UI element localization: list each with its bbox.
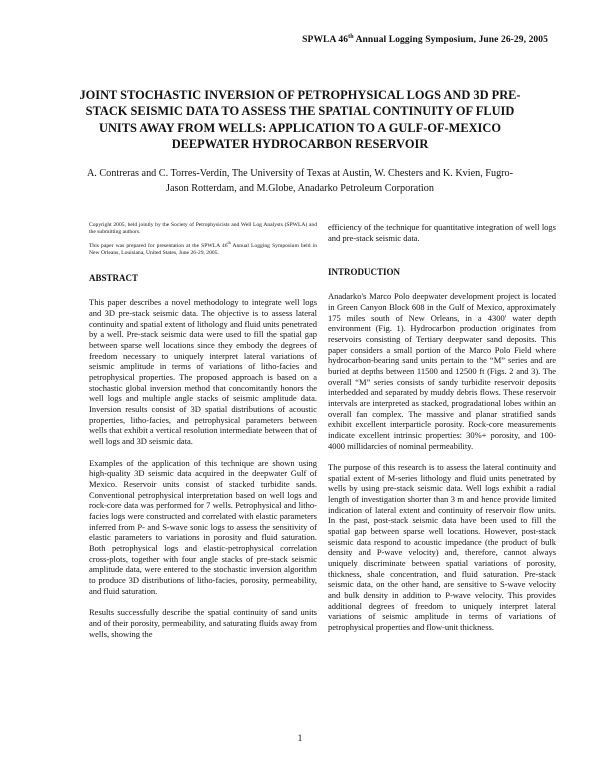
abstract-paragraph-2: Examples of the application of this technique are shown using high-quality 3D seismic data acquired in the deepwater Gulf of Mexico. Reservoir units consist of stacked turbidite sands. Conventional petrophysical interpretation based on well logs and rock-core data was performed for 7 wells. Petrophysical and litho-facies logs were constructed and correlated with elastic parameters inferred from P- and S-wave sonic logs to assess the sensitivity of elastic parameters to variations in porosity and fluid saturation. Both petrophysical logs and elastic-petrophysical correlation cross-plots, together with four angle stacks of pre-stack seismic amplitude data, were entered to the stochastic inversion algorithm to produce 3D distributions of litho-facies, porosity, permeability, and fluid saturation. — [89, 457, 317, 596]
author-list: A. Contreras and C. Torres-Verdín, The University of Texas at Austin, W. Chesters and K. Kvien, Fugro-Jason Rotterdam, and M.Globe, Anadarko Petroleum Corporation — [86, 168, 514, 194]
presentation-prefix: This paper was prepared for presentation at the SPWLA 46 — [89, 242, 228, 249]
copyright-notice: Copyright 2005, held jointly by the Society of Petrophysicists and Well Log Analysts (SPWLA) and the submitting authors. — [89, 222, 317, 236]
abstract-heading: ABSTRACT — [89, 273, 139, 284]
header-suffix: Annual Logging Symposium, June 26-29, 2005 — [353, 35, 548, 46]
abstract-paragraph-3: Results successfully describe the spatial continuity of sand units and of their porosity, permeability, and saturating fluids away from wells, showing the — [89, 607, 317, 639]
running-header — [302, 34, 548, 45]
presentation-superscript: th — [227, 239, 231, 245]
abstract-paragraph-1: This paper describes a novel methodology to integrate well logs and 3D pre-stack seismic data. The objective is to assess lateral continuity and spatial extent of lithology and fluid units penetrated by a well. Pre-stack seismic data were used to fill the spatial gap between sparse well locations since they embody the degrees of freedom necessary to uniquely interpret lateral variations of seismic amplitude in terms of variations of litho-facies and petrophysical properties. The proposed approach is based on a stochastic global inversion method that concomitantly honors the well logs and multiple angle stacks of seismic amplitude data. Inversion results consist of 3D spatial distributions of acoustic properties, litho-facies, and petrophysical parameters between wells that exhibit a vertical resolution intermediate between that of well logs and 3D seismic data. — [89, 297, 317, 447]
presentation-suffix: Annual Logging Symposium held in New Orleans, Louisiana, United States, June 26-29, 2005. — [89, 242, 317, 257]
introduction-paragraph-1: Anadarko's Marco Polo deepwater development project is located in Green Canyon Block 608 in the Gulf of Mexico, approximately 175 miles south of New Orleans, in a 4300' water depth environment (Fig. 1). Hydrocarbon production originates from reservoirs consisting of Tertiary deepwater sand deposits. This paper considers a small portion of the Marco Polo Field where hydrocarbon-bearing sand units pertain to the “M” series and are buried at depths between 11500 and 12500 ft (Figs. 2 and 3). The overall “M” series consists of sandy turbidite reservoir deposits interbedded and separated by muddy debris flows. These reservoir intervals are interpreted as stacked, progradational lobes within an overall fan complex. The massive and planar stratified sands exhibit excellent interparticle porosity. Rock-core measurements indicate excellent intrinsic properties: 30%+ porosity, and 100-4000 millidarcies of nominal permeability. — [328, 291, 556, 451]
header-prefix: SPWLA 46 — [302, 35, 349, 46]
left-column — [89, 222, 317, 639]
introduction-heading: INTRODUCTION — [328, 267, 401, 278]
page-number: 1 — [297, 734, 303, 744]
right-column — [328, 222, 556, 633]
paper-title: JOINT STOCHASTIC INVERSION OF PETROPHYSICAL LOGS AND 3D PRE-STACK SEISMIC DATA TO ASSESS THE SPATIAL CONTINUITY OF FLUID UNITS AWAY FROM WELLS: APPLICATION TO A GULF-OF-MEXICO DEEPWATER HYDROCARBON RESERVOIR — [79, 88, 521, 152]
header-superscript: th — [348, 34, 354, 40]
presentation-notice — [89, 239, 317, 258]
abstract-continuation: efficiency of the technique for quantitative integration of well logs and pre-stack seismic data. — [328, 222, 556, 243]
introduction-paragraph-2: The purpose of this research is to assess the lateral continuity and spatial extent of M-series lithology and fluid units penetrated by wells by using pre-stack seismic data. Well logs exhibit a radial length of investigation shorter than 3 m and hence provide limited indication of lateral extent and continuity of reservoir flow units. In the past, post-stack seismic data have been used to fill the spatial gap between sparse well locations. However, post-stack seismic data respond to acoustic impedance (the product of bulk density and P-wave velocity) and, therefore, cannot always uniquely discriminate between spatial variations of porosity, thickness, shale concentration, and fluid saturation. Pre-stack seismic data, on the other hand, are sensitive to S-wave velocity and bulk density in addition to P-wave velocity. This provides additional degrees of freedom to uniquely interpret lateral variations of seismic amplitude in terms of variations of petrophysical properties and flow-unit thickness. — [328, 462, 556, 632]
